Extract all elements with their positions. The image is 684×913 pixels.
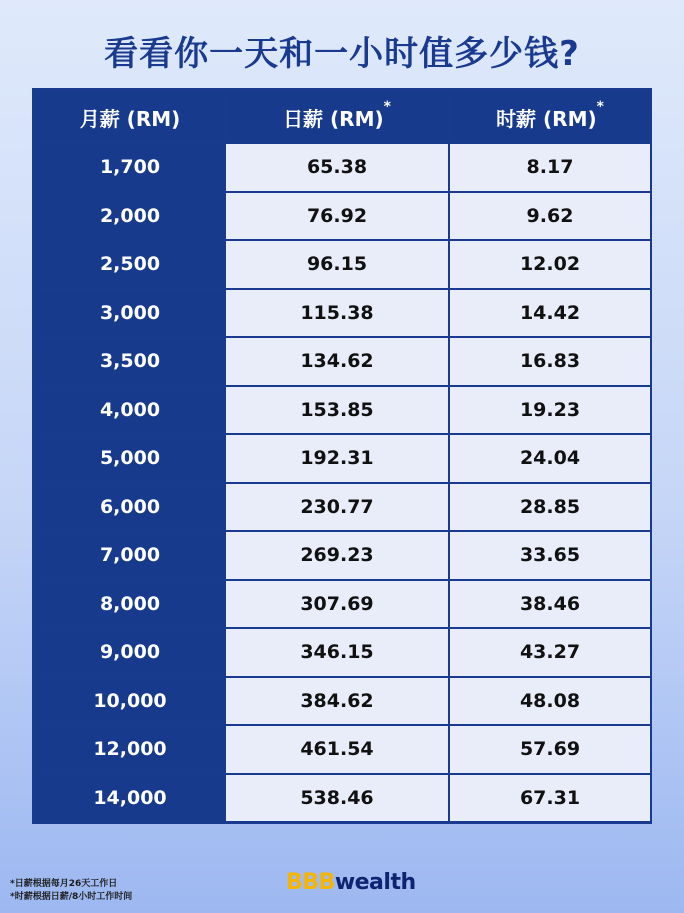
table-row	[35, 240, 651, 289]
daily-cell: 115.38	[225, 289, 449, 338]
page-title: 看看你一天和一小时值多少钱?	[104, 34, 580, 74]
hourly-cell: 33.65	[449, 531, 651, 580]
hourly-cell: 28.85	[449, 483, 651, 532]
monthly-cell: 5,000	[35, 434, 225, 483]
daily-cell: 230.77	[225, 483, 449, 532]
table-row	[35, 192, 651, 241]
hourly-cell: 14.42	[449, 289, 651, 338]
header-daily-asterisk: *	[383, 98, 391, 115]
table-row	[35, 531, 651, 580]
daily-cell: 538.46	[225, 774, 449, 823]
table-row	[35, 483, 651, 532]
logo-wealth: wealth	[334, 870, 416, 895]
header-hourly: 时薪 (RM)*	[449, 91, 651, 143]
monthly-cell: 14,000	[35, 774, 225, 823]
monthly-cell: 1,700	[35, 143, 225, 192]
salary-table-container	[32, 88, 652, 824]
daily-cell: 65.38	[225, 143, 449, 192]
header-monthly: 月薪 (RM)	[35, 91, 225, 143]
hourly-cell: 48.08	[449, 677, 651, 726]
monthly-cell: 4,000	[35, 386, 225, 435]
daily-cell: 269.23	[225, 531, 449, 580]
header-daily: 日薪 (RM)*	[225, 91, 449, 143]
table-row	[35, 386, 651, 435]
daily-cell: 192.31	[225, 434, 449, 483]
daily-cell: 153.85	[225, 386, 449, 435]
monthly-cell: 6,000	[35, 483, 225, 532]
hourly-cell: 19.23	[449, 386, 651, 435]
table-row	[35, 143, 651, 192]
hourly-cell: 9.62	[449, 192, 651, 241]
table-header-row	[35, 91, 651, 143]
monthly-cell: 3,000	[35, 289, 225, 338]
daily-cell: 307.69	[225, 580, 449, 629]
footnote-daily: *日薪根据每月26天工作日	[10, 879, 118, 889]
brand-logo	[286, 870, 416, 895]
table-row	[35, 337, 651, 386]
hourly-cell: 43.27	[449, 628, 651, 677]
hourly-cell: 38.46	[449, 580, 651, 629]
daily-cell: 346.15	[225, 628, 449, 677]
salary-table	[34, 90, 652, 823]
hourly-cell: 16.83	[449, 337, 651, 386]
monthly-cell: 2,000	[35, 192, 225, 241]
table-row	[35, 434, 651, 483]
table-row	[35, 725, 651, 774]
daily-cell: 76.92	[225, 192, 449, 241]
daily-cell: 96.15	[225, 240, 449, 289]
footnote-hourly: *时薪根据日薪/8小时工作时间	[10, 892, 133, 902]
table-row	[35, 289, 651, 338]
logo-bbb: BBB	[286, 870, 335, 895]
monthly-cell: 7,000	[35, 531, 225, 580]
table-row	[35, 774, 651, 823]
footnotes	[10, 878, 132, 904]
hourly-cell: 12.02	[449, 240, 651, 289]
table-row	[35, 580, 651, 629]
daily-cell: 134.62	[225, 337, 449, 386]
monthly-cell: 10,000	[35, 677, 225, 726]
daily-cell: 384.62	[225, 677, 449, 726]
table-row	[35, 628, 651, 677]
monthly-cell: 12,000	[35, 725, 225, 774]
header-hourly-asterisk: *	[596, 98, 604, 115]
monthly-cell: 9,000	[35, 628, 225, 677]
daily-cell: 461.54	[225, 725, 449, 774]
hourly-cell: 24.04	[449, 434, 651, 483]
monthly-cell: 8,000	[35, 580, 225, 629]
hourly-cell: 67.31	[449, 774, 651, 823]
hourly-cell: 57.69	[449, 725, 651, 774]
hourly-cell: 8.17	[449, 143, 651, 192]
monthly-cell: 3,500	[35, 337, 225, 386]
table-row	[35, 677, 651, 726]
monthly-cell: 2,500	[35, 240, 225, 289]
